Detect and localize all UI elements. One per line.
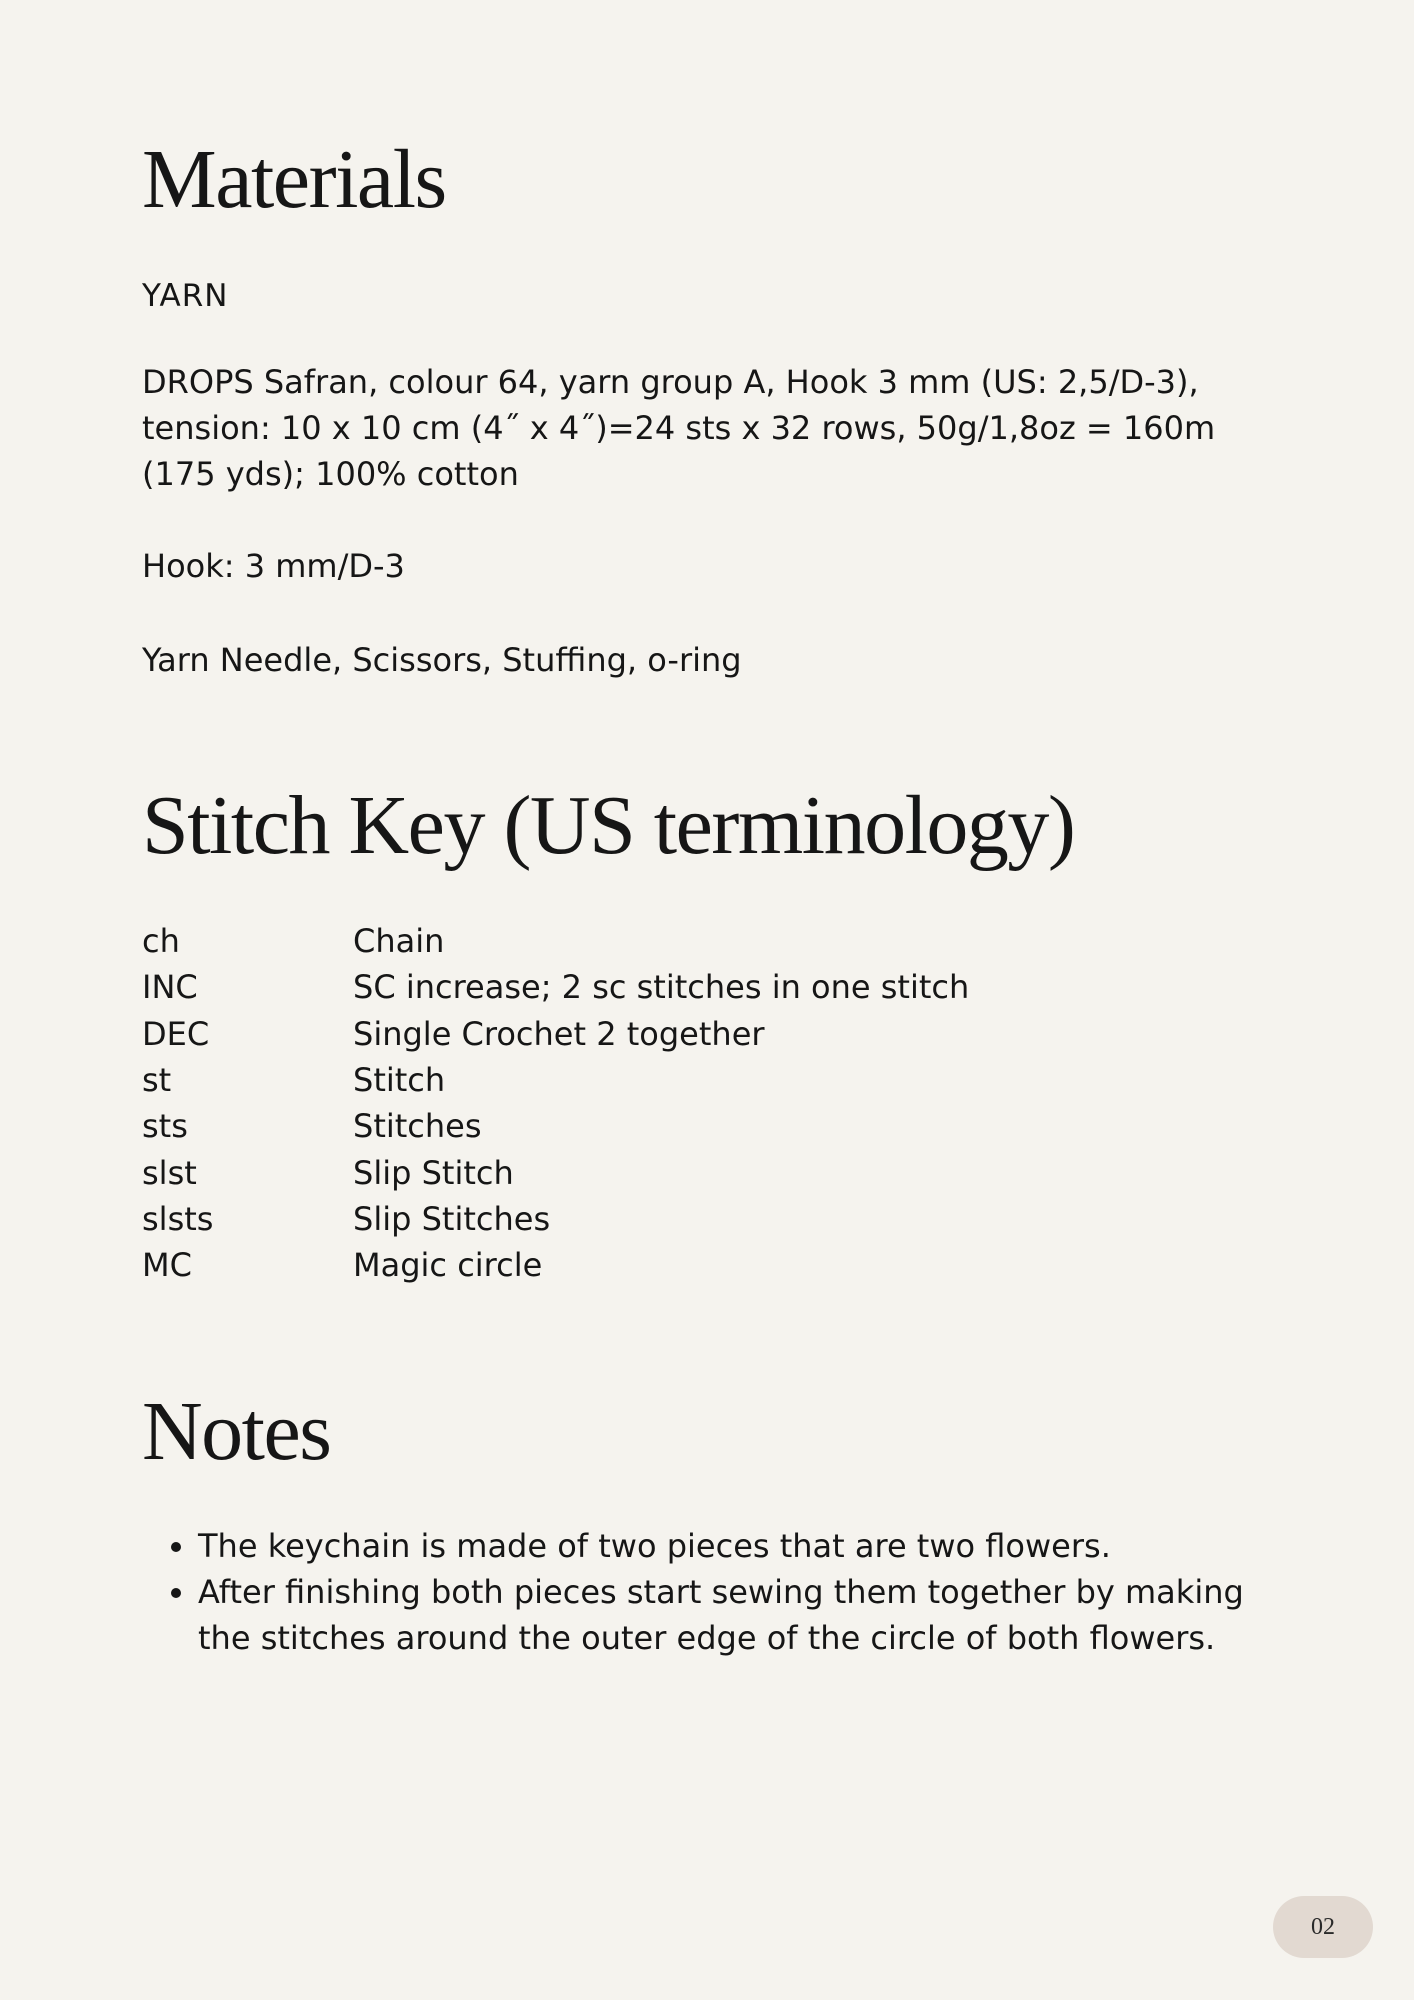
note-item: • After finishing both pieces start sewing them together by making the stitches around the outer edge of the circle of both flowers. bbox=[198, 1569, 1298, 1661]
page-number-badge: 02 bbox=[1273, 1896, 1373, 1958]
stitch-key-row bbox=[142, 1103, 969, 1149]
stitch-meaning: Slip Stitch bbox=[353, 1153, 514, 1192]
stitch-key-row bbox=[142, 964, 969, 1010]
hook-size: Hook: 3 mm/D-3 bbox=[142, 547, 405, 585]
stitch-abbreviation: ch bbox=[142, 922, 180, 961]
stitch-key-row bbox=[142, 1149, 969, 1195]
materials-heading: Materials bbox=[142, 133, 446, 226]
stitch-abbreviation: INC bbox=[142, 968, 198, 1007]
stitch-key-heading: Stitch Key (US terminology) bbox=[142, 779, 1075, 872]
stitch-meaning: Stitch bbox=[353, 1061, 446, 1100]
note-item: • The keychain is made of two pieces that are two flowers. bbox=[198, 1523, 1298, 1569]
stitch-meaning: Slip Stitches bbox=[353, 1199, 551, 1238]
stitch-meaning: Single Crochet 2 together bbox=[353, 1014, 765, 1053]
stitch-meaning: Stitches bbox=[353, 1107, 482, 1146]
stitch-key-row bbox=[142, 1011, 969, 1057]
stitch-abbreviation: sts bbox=[142, 1107, 188, 1146]
notes-heading: Notes bbox=[142, 1385, 331, 1478]
stitch-abbreviation: slsts bbox=[142, 1199, 214, 1238]
stitch-meaning: SC increase; 2 sc stitches in one stitch bbox=[353, 968, 970, 1007]
tools-list: Yarn Needle, Scissors, Stuffing, o-ring bbox=[142, 641, 742, 679]
stitch-abbreviation: st bbox=[142, 1061, 172, 1100]
stitch-key-row bbox=[142, 1242, 969, 1288]
stitch-key-row bbox=[142, 1057, 969, 1103]
stitch-key-row bbox=[142, 1196, 969, 1242]
yarn-description: DROPS Safran, colour 64, yarn group A, Hook 3 mm (US: 2,5/D-3), tension: 10 x 10 cm (4˝ x 4˝)=24 sts x 32 rows, 50g/1,8oz = 160m (175 yds); 100% cotton bbox=[142, 363, 1216, 493]
stitch-meaning: Magic circle bbox=[353, 1246, 543, 1285]
stitch-key-table bbox=[142, 918, 969, 1288]
stitch-abbreviation: MC bbox=[142, 1246, 192, 1285]
stitch-abbreviation: DEC bbox=[142, 1014, 210, 1053]
yarn-subheading: YARN bbox=[142, 278, 229, 314]
stitch-abbreviation: slst bbox=[142, 1153, 197, 1192]
notes-list bbox=[142, 1523, 1298, 1661]
stitch-meaning: Chain bbox=[353, 922, 445, 961]
stitch-key-row bbox=[142, 918, 969, 964]
